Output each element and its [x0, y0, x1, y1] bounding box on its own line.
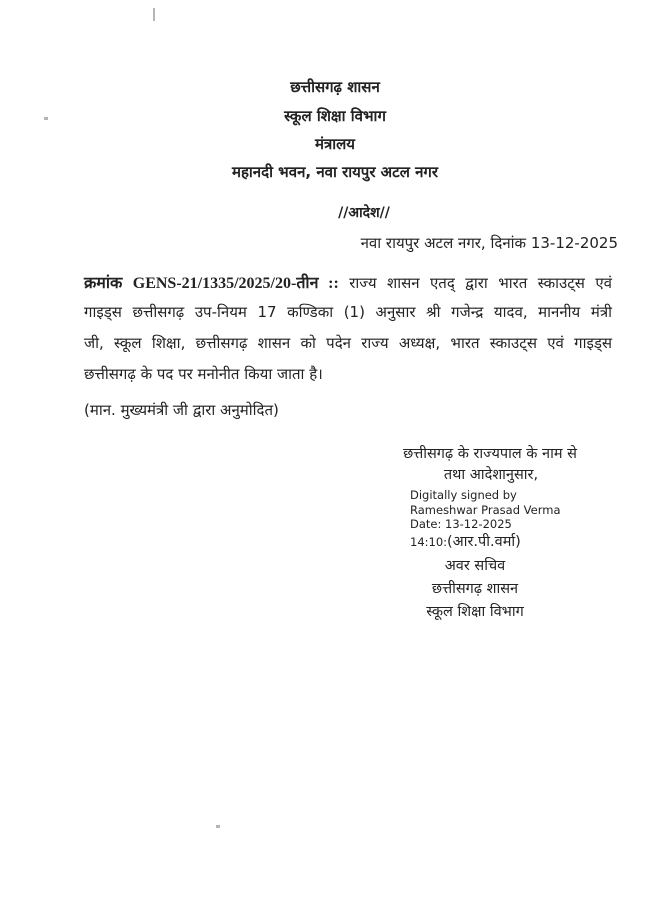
body-line-3: जी, स्कूल शिक्षा, छत्तीसगढ़ शासन को पदेन राज्य अध्यक्ष, भारत स्काउट्स एवं गाइड्स [84, 334, 612, 352]
order-title: //आदेश// [338, 205, 390, 221]
body-text: राज्य शासन एतद् द्वारा भारत स्काउट्स एवं [349, 274, 612, 292]
place-date: नवा रायपुर अटल नगर, दिनांक 13-12-2025 [360, 234, 618, 252]
signatory-name: (आर.पी.वर्मा) [447, 534, 521, 550]
header-ministry: मंत्रालय [314, 135, 355, 153]
scan-mark [216, 825, 220, 828]
authority-line-1: छत्तीसगढ़ के राज्यपाल के नाम से [403, 446, 577, 462]
digital-sig-line-3: Date: 13-12-2025 [410, 517, 512, 531]
header-department: स्कूल शिक्षा विभाग [284, 107, 386, 125]
body-line-4: छत्तीसगढ़ के पद पर मनोनीत किया जाता है। [84, 365, 323, 383]
reference-label: क्रमांक [84, 275, 123, 292]
digital-sig-line-2: Rameshwar Prasad Verma [410, 502, 561, 517]
digital-sig-line-1: Digitally signed by [410, 488, 517, 502]
signatory-government: छत्तीसगढ़ शासन [431, 581, 519, 597]
digital-signature-stamp [410, 488, 561, 532]
header-address: महानदी भवन, नवा रायपुर अटल नगर [231, 163, 439, 181]
body-line-1 [84, 271, 612, 293]
header-government: छत्तीसगढ़ शासन [290, 78, 380, 96]
signatory-name-row [410, 531, 521, 551]
authority-line-2: तथा आदेशानुसार, [443, 467, 539, 483]
body-line-2: गाइड्स छत्तीसगढ़ उप-नियम 17 कण्डिका (1) अनुसार श्री गजेन्द्र यादव, माननीय मंत्री [84, 303, 612, 321]
signatory-designation: अवर सचिव [444, 558, 506, 574]
approval-note: (मान. मुख्यमंत्री जी द्वारा अनुमोदित) [84, 401, 279, 419]
signatory-department: स्कूल शिक्षा विभाग [426, 604, 524, 620]
digital-sig-time: 14:10: [410, 535, 448, 549]
reference-number: GENS-21/1335/2025/20-तीन :: [132, 275, 339, 292]
scan-mark [153, 8, 155, 21]
